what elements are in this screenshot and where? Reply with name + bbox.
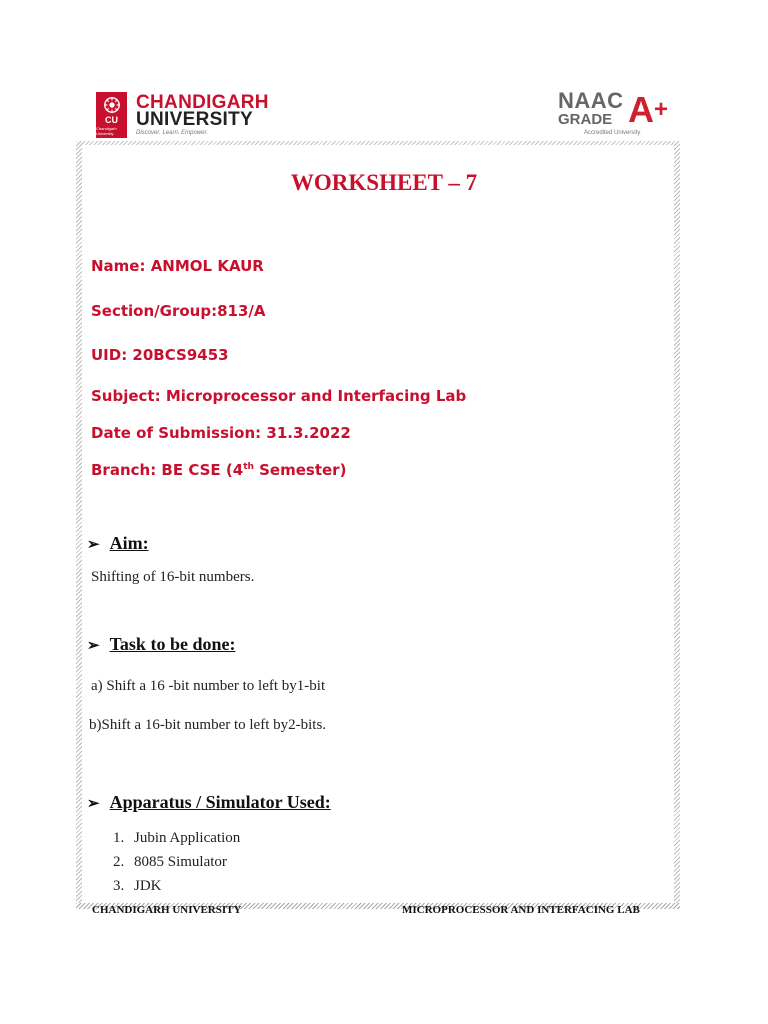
naac-accredited-text: Accredited University xyxy=(584,130,641,136)
list-item xyxy=(113,826,240,850)
cu-badge-subtext: Chandigarh University xyxy=(96,126,117,136)
footer-lab-name: MICROPROCESSOR AND INTERFACING LAB xyxy=(402,904,640,916)
task-item: b)Shift a 16-bit number to left by2-bits. xyxy=(89,717,327,733)
list-item-number: 3. xyxy=(113,878,125,894)
page-border xyxy=(76,141,680,905)
naac-text: NAAC xyxy=(558,88,624,113)
list-item-label: 8085 Simulator xyxy=(134,854,227,870)
cu-emblem-icon xyxy=(103,96,121,114)
aim-heading-text: Aim: xyxy=(109,533,149,553)
grade-letter: A xyxy=(628,89,654,130)
list-item-label: Jubin Application xyxy=(134,830,241,846)
aim-heading xyxy=(87,533,149,554)
cu-tagline: Discover. Learn. Empower. xyxy=(136,130,208,136)
cu-badge xyxy=(96,92,127,138)
arrow-bullet-icon: ➢ xyxy=(87,796,100,812)
aim-text: Shifting of 16-bit numbers. xyxy=(91,569,255,585)
chandigarh-university-logo xyxy=(96,92,269,140)
arrow-bullet-icon: ➢ xyxy=(87,638,100,654)
cu-name-line1: CHANDIGARH xyxy=(136,92,269,113)
branch-suffix: Semester) xyxy=(253,461,347,479)
page-border-right xyxy=(674,141,680,905)
footer-university: CHANDIGARH UNIVERSITY xyxy=(92,904,242,916)
branch-superscript: th xyxy=(243,462,254,472)
apparatus-heading-text: Apparatus / Simulator Used: xyxy=(109,792,331,812)
subject: Subject: Microprocessor and Interfacing Lab xyxy=(91,387,467,405)
arrow-bullet-icon: ➢ xyxy=(87,537,100,553)
page-border-left xyxy=(76,141,82,905)
student-name: Name: ANMOL KAUR xyxy=(91,257,264,275)
worksheet-title: WORKSHEET – 7 xyxy=(290,170,478,195)
branch-prefix: Branch: BE CSE (4 xyxy=(91,461,244,479)
cu-badge-text: CU xyxy=(105,115,118,125)
naac-grade-logo xyxy=(558,90,680,140)
grade-plus: + xyxy=(654,96,669,123)
list-item-number: 2. xyxy=(113,854,125,870)
apparatus-heading xyxy=(87,792,331,813)
list-item-number: 1. xyxy=(113,830,125,846)
list-item xyxy=(113,874,240,898)
task-item: a) Shift a 16 -bit number to left by1-bit xyxy=(91,678,326,694)
branch xyxy=(91,461,346,479)
grade-text: GRADE xyxy=(558,111,613,128)
list-item xyxy=(113,850,240,874)
task-heading xyxy=(87,634,235,655)
student-section: Section/Group:813/A xyxy=(91,302,266,320)
page-border-top xyxy=(76,141,680,145)
cu-name-line2: UNIVERSITY xyxy=(136,109,254,130)
apparatus-list xyxy=(113,826,240,898)
student-uid: UID: 20BCS9453 xyxy=(91,346,229,364)
submission-date: Date of Submission: 31.3.2022 xyxy=(91,424,351,442)
list-item-label: JDK xyxy=(134,878,162,894)
task-heading-text: Task to be done: xyxy=(109,634,236,654)
